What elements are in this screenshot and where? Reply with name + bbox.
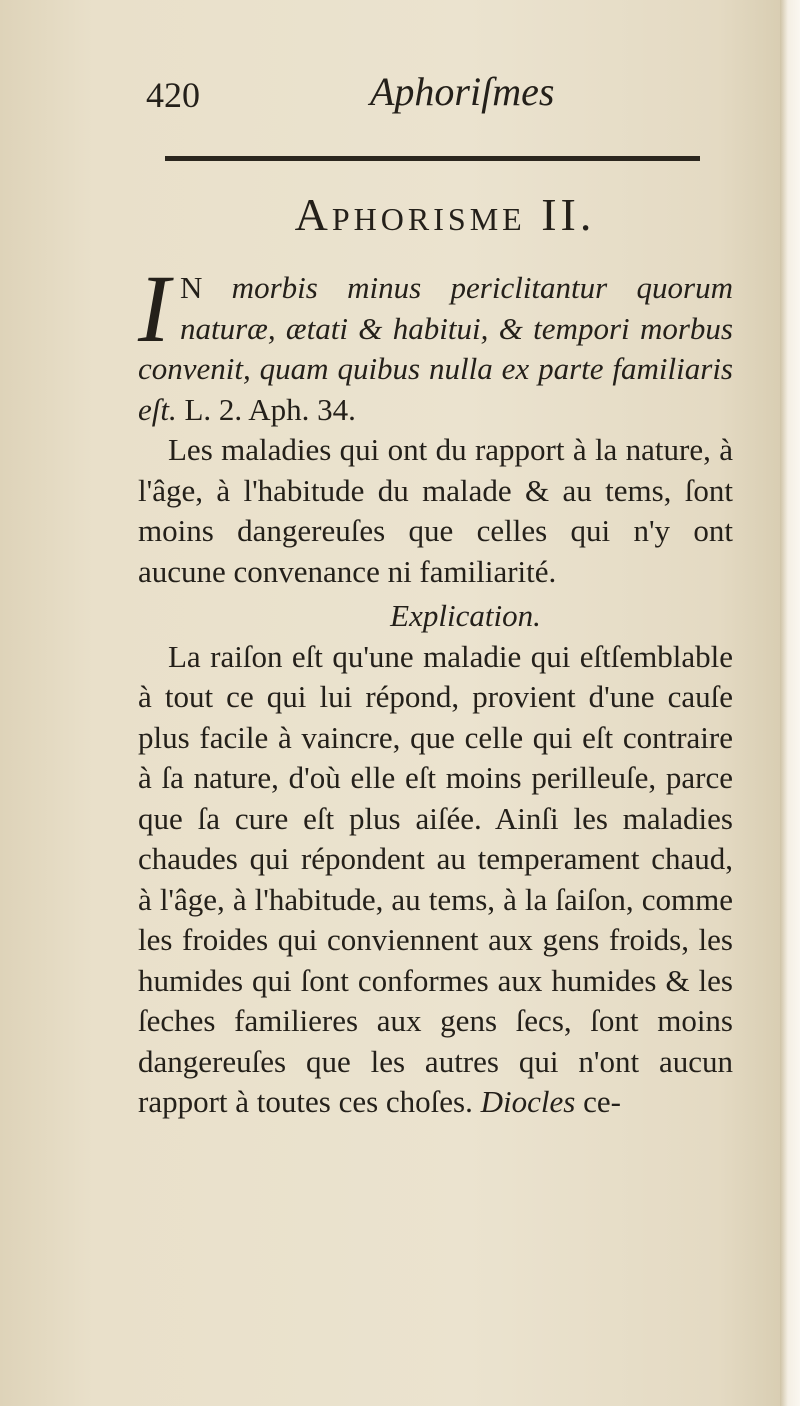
- latin-reference: L. 2. Aph. 34.: [176, 391, 356, 427]
- latin-text: morbis minus periclitantur quorum naturæ, ætati & habitui, & tempori morbus convenit, quam quibus nulla ex parte familiaris eſt.: [138, 270, 733, 427]
- page-edge: [780, 0, 800, 1406]
- explication-text: La raiſon eſt qu'une maladie qui eſtſemblable à tout ce qui lui répond, provient d'une cauſe plus facile à vaincre, que celle qui eſt contraire à ſa nature, d'où elle eſt moins perilleuſe, parce que ſa cure eſt plus aiſée. Ainſi les maladies chaudes qui répondent au temperament chaud, à l'âge, à l'habitude, au tems, à la ſaiſon, comme les froides qui conviennent aux gens froids, les humides qui ſont conformes aux humides & les ſeches familieres aux gens ſecs, ſont moins dangereuſes que les autres qui n'ont aucun rapport à toutes ces choſes.: [138, 638, 733, 1119]
- page-header: [0, 68, 780, 118]
- french-translation: Les maladies qui ont du rapport à la nature, à l'âge, à l'habitude du malade & au tems, ſont moins dangereuſes que celles qui n'y ont aucune convenance ni familiarité.: [138, 432, 733, 589]
- drop-cap: I: [138, 255, 170, 362]
- body-text: [138, 255, 733, 1123]
- explication-name: Diocles: [480, 1084, 576, 1119]
- running-title: Aphoriſmes: [370, 69, 555, 114]
- header-rule: [165, 156, 700, 161]
- latin-first-letters: N: [179, 270, 203, 305]
- explication-paragraph: [138, 637, 733, 1123]
- aphorism-title: Aphorisme II.: [294, 189, 596, 240]
- explication-trailing-word: ce-: [575, 1084, 621, 1119]
- latin-aphorism: [138, 255, 733, 430]
- page-number: 420: [146, 75, 200, 115]
- explication-heading: Explication.: [390, 598, 541, 633]
